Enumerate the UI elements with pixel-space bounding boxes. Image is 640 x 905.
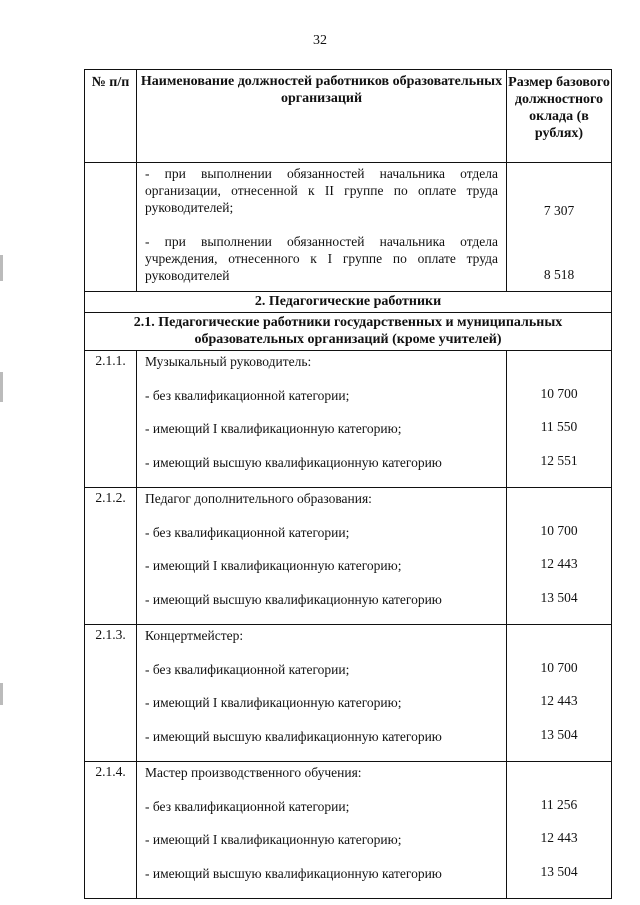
header-number: № п/п xyxy=(85,70,137,163)
continuation-text-1: - при выполнении обязанностей начальника отдела организации, отнесенной к II группе по оплате труда руководителей; xyxy=(145,166,498,215)
table-header-row xyxy=(85,70,612,163)
category-label: - имеющий высшую квалификационную категорию xyxy=(145,591,442,607)
scan-margin-mark xyxy=(0,683,3,705)
category-label: - без квалификационной категории; xyxy=(145,798,350,814)
section-row xyxy=(85,292,612,313)
salary-value: 10 700 xyxy=(540,385,578,401)
scan-margin-mark xyxy=(0,255,3,281)
category-label: - имеющий I квалификационную категорию; xyxy=(145,558,402,573)
group-salary-cell xyxy=(507,351,612,488)
group-number: 2.1.2. xyxy=(85,488,137,625)
salary-spacer xyxy=(507,625,611,659)
continuation-text-cell xyxy=(137,163,507,292)
group-salary-cell xyxy=(507,762,612,899)
category-label: - имеющий I квалификационную категорию; xyxy=(145,832,402,847)
salary-table xyxy=(84,69,612,899)
salary-value: 11 550 xyxy=(540,419,578,434)
group-number: 2.1.3. xyxy=(85,625,137,762)
category-label: - без квалификационной категории; xyxy=(145,387,350,403)
salary-spacer xyxy=(507,488,611,522)
group-name-cell xyxy=(137,488,507,625)
subsection-row xyxy=(85,313,612,351)
salary-spacer xyxy=(507,762,611,796)
salary-value: 12 551 xyxy=(540,452,578,468)
category-label: - имеющий I квалификационную категорию; xyxy=(145,421,402,436)
page-number: 32 xyxy=(313,33,327,48)
table-row xyxy=(85,488,612,625)
salary-value: 12 443 xyxy=(540,693,578,708)
table-row xyxy=(85,351,612,488)
header-salary: Размер базового должностного оклада (в рублях) xyxy=(507,70,612,163)
group-number: 2.1.1. xyxy=(85,351,137,488)
group-name-cell xyxy=(137,762,507,899)
continuation-salary-cell xyxy=(507,163,612,292)
salary-value: 12 443 xyxy=(540,556,578,571)
continuation-value-2: 8 518 xyxy=(543,267,575,282)
group-salary-cell xyxy=(507,625,612,762)
subsection-title: 2.1. Педагогические работники государственных и муниципальных образовательных организаций (кроме учителей) xyxy=(85,313,612,351)
salary-value: 13 504 xyxy=(540,589,578,605)
group-title: Музыкальный руководитель: xyxy=(145,354,312,369)
category-label: - имеющий I квалификационную категорию; xyxy=(145,695,402,710)
continuation-row xyxy=(85,163,612,292)
salary-value: 10 700 xyxy=(540,522,578,538)
continuation-text-2: - при выполнении обязанностей начальника отдела учреждения, отнесенного к I группе по оплате труда руководителей xyxy=(145,234,498,283)
table-row xyxy=(85,762,612,899)
category-label: - без квалификационной категории; xyxy=(145,661,350,677)
salary-value: 11 256 xyxy=(540,796,578,812)
continuation-value-1: 7 307 xyxy=(543,203,575,218)
group-name-cell xyxy=(137,351,507,488)
salary-value: 13 504 xyxy=(540,863,578,879)
group-name-cell xyxy=(137,625,507,762)
category-label: - имеющий высшую квалификационную категорию xyxy=(145,728,442,744)
category-label: - имеющий высшую квалификационную категорию xyxy=(145,454,442,470)
group-number: 2.1.4. xyxy=(85,762,137,899)
salary-value: 10 700 xyxy=(540,659,578,675)
scan-margin-mark xyxy=(0,372,3,402)
group-title: Педагог дополнительного образования: xyxy=(145,491,372,506)
category-label: - без квалификационной категории; xyxy=(145,524,350,540)
continuation-number-cell xyxy=(85,163,137,292)
group-title: Мастер производственного обучения: xyxy=(145,765,362,780)
group-title: Концертмейстер: xyxy=(145,628,244,643)
salary-value: 13 504 xyxy=(540,726,578,742)
table-row xyxy=(85,625,612,762)
salary-value: 12 443 xyxy=(540,830,578,845)
category-label: - имеющий высшую квалификационную категорию xyxy=(145,865,442,881)
group-salary-cell xyxy=(507,488,612,625)
salary-spacer xyxy=(507,351,611,385)
section-title: 2. Педагогические работники xyxy=(85,292,612,313)
header-position-name: Наименование должностей работников образовательных организаций xyxy=(137,70,507,163)
